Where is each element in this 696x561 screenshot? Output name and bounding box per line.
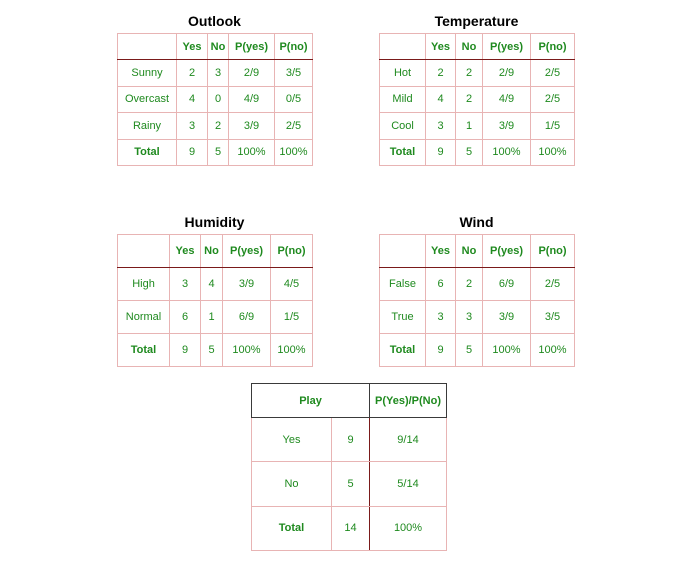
cell: 3 [208, 60, 229, 86]
header-cell: P(no) [531, 34, 575, 60]
cell: 3/9 [223, 268, 271, 301]
play-table [251, 383, 447, 551]
cell: 1 [456, 113, 483, 139]
outlook-table [117, 33, 313, 166]
table-row [252, 462, 447, 506]
row-label: High [118, 268, 170, 301]
cell: 14 [332, 506, 370, 550]
cell: 9 [170, 334, 201, 367]
table-header-row [118, 235, 313, 268]
table-total-row [380, 139, 575, 165]
cell: 2/5 [531, 268, 575, 301]
cell: 6/9 [223, 301, 271, 334]
cell: 5 [456, 334, 483, 367]
cell: 4 [426, 86, 456, 112]
cell: 0 [208, 86, 229, 112]
table-header-row [252, 384, 447, 418]
cell: 4/9 [483, 86, 531, 112]
table-header-row [380, 34, 575, 60]
cell: 9/14 [370, 418, 447, 462]
header-cell: No [201, 235, 223, 268]
cell: 3 [177, 113, 208, 139]
header-cell: P(no) [271, 235, 313, 268]
wind-table [379, 234, 575, 367]
header-cell [380, 235, 426, 268]
table-row [118, 60, 313, 86]
table-row [252, 418, 447, 462]
row-label: Yes [252, 418, 332, 462]
header-cell: No [456, 235, 483, 268]
cell: 5 [456, 139, 483, 165]
cell: 2/5 [531, 60, 575, 86]
header-cell: Yes [426, 235, 456, 268]
humidity-title: Humidity [184, 214, 245, 230]
humidity-table [117, 234, 313, 367]
table-total-row [118, 139, 313, 165]
cell: 3 [426, 301, 456, 334]
header-cell: Play [252, 384, 370, 418]
table-total-row [118, 334, 313, 367]
cell: 3/9 [483, 301, 531, 334]
cell: 5/14 [370, 462, 447, 506]
cell: 3 [170, 268, 201, 301]
outlook-title: Outlook [188, 13, 241, 29]
row-label: Overcast [118, 86, 177, 112]
cell: 9 [426, 139, 456, 165]
header-cell: P(yes) [223, 235, 271, 268]
cell: 2/9 [229, 60, 275, 86]
cell: 3/9 [483, 113, 531, 139]
cell: 2 [456, 86, 483, 112]
cell: 3 [426, 113, 456, 139]
cell: 2/9 [483, 60, 531, 86]
cell: 2 [208, 113, 229, 139]
temperature-table [379, 33, 575, 166]
cell: 9 [177, 139, 208, 165]
header-cell [380, 34, 426, 60]
cell: 4 [177, 86, 208, 112]
row-label: Total [380, 139, 426, 165]
row-label: False [380, 268, 426, 301]
header-cell: Yes [170, 235, 201, 268]
header-cell: Yes [426, 34, 456, 60]
header-cell: No [456, 34, 483, 60]
cell: 100% [223, 334, 271, 367]
table-total-row [380, 334, 575, 367]
cell: 100% [271, 334, 313, 367]
cell: 2 [456, 268, 483, 301]
header-cell: P(yes) [483, 235, 531, 268]
cell: 100% [483, 139, 531, 165]
cell: 3/5 [531, 301, 575, 334]
row-label: True [380, 301, 426, 334]
header-cell: P(Yes)/P(No) [370, 384, 447, 418]
cell: 4/9 [229, 86, 275, 112]
header-cell [118, 34, 177, 60]
cell: 100% [370, 506, 447, 550]
table-row [118, 113, 313, 139]
cell: 6/9 [483, 268, 531, 301]
cell: 6 [426, 268, 456, 301]
cell: 5 [201, 334, 223, 367]
table-row [380, 113, 575, 139]
cell: 4 [201, 268, 223, 301]
header-cell: P(yes) [483, 34, 531, 60]
header-cell: P(no) [531, 235, 575, 268]
cell: 100% [483, 334, 531, 367]
table-row [118, 268, 313, 301]
cell: 100% [275, 139, 313, 165]
row-label: Total [118, 139, 177, 165]
cell: 100% [531, 139, 575, 165]
cell: 3 [456, 301, 483, 334]
header-cell: P(yes) [229, 34, 275, 60]
row-label: Sunny [118, 60, 177, 86]
cell: 3/9 [229, 113, 275, 139]
row-label: Hot [380, 60, 426, 86]
cell: 9 [332, 418, 370, 462]
cell: 4/5 [271, 268, 313, 301]
cell: 3/5 [275, 60, 313, 86]
table-header-row [118, 34, 313, 60]
cell: 2 [426, 60, 456, 86]
table-row [118, 301, 313, 334]
row-label: No [252, 462, 332, 506]
header-cell [118, 235, 170, 268]
cell: 100% [531, 334, 575, 367]
table-total-row [252, 506, 447, 550]
cell: 100% [229, 139, 275, 165]
row-label: Mild [380, 86, 426, 112]
wind-title: Wind [459, 214, 494, 230]
row-label: Total [252, 506, 332, 550]
cell: 1/5 [531, 113, 575, 139]
cell: 5 [332, 462, 370, 506]
table-row [118, 86, 313, 112]
row-label: Total [118, 334, 170, 367]
cell: 2/5 [531, 86, 575, 112]
row-label: Cool [380, 113, 426, 139]
header-cell: Yes [177, 34, 208, 60]
table-header-row [380, 235, 575, 268]
cell: 1 [201, 301, 223, 334]
row-label: Normal [118, 301, 170, 334]
cell: 2/5 [275, 113, 313, 139]
cell: 2 [177, 60, 208, 86]
cell: 5 [208, 139, 229, 165]
cell: 2 [456, 60, 483, 86]
row-label: Rainy [118, 113, 177, 139]
temperature-title: Temperature [434, 13, 519, 29]
cell: 1/5 [271, 301, 313, 334]
cell: 6 [170, 301, 201, 334]
row-label: Total [380, 334, 426, 367]
cell: 0/5 [275, 86, 313, 112]
cell: 9 [426, 334, 456, 367]
table-row [380, 60, 575, 86]
header-cell: No [208, 34, 229, 60]
table-row [380, 301, 575, 334]
table-row [380, 86, 575, 112]
header-cell: P(no) [275, 34, 313, 60]
table-row [380, 268, 575, 301]
